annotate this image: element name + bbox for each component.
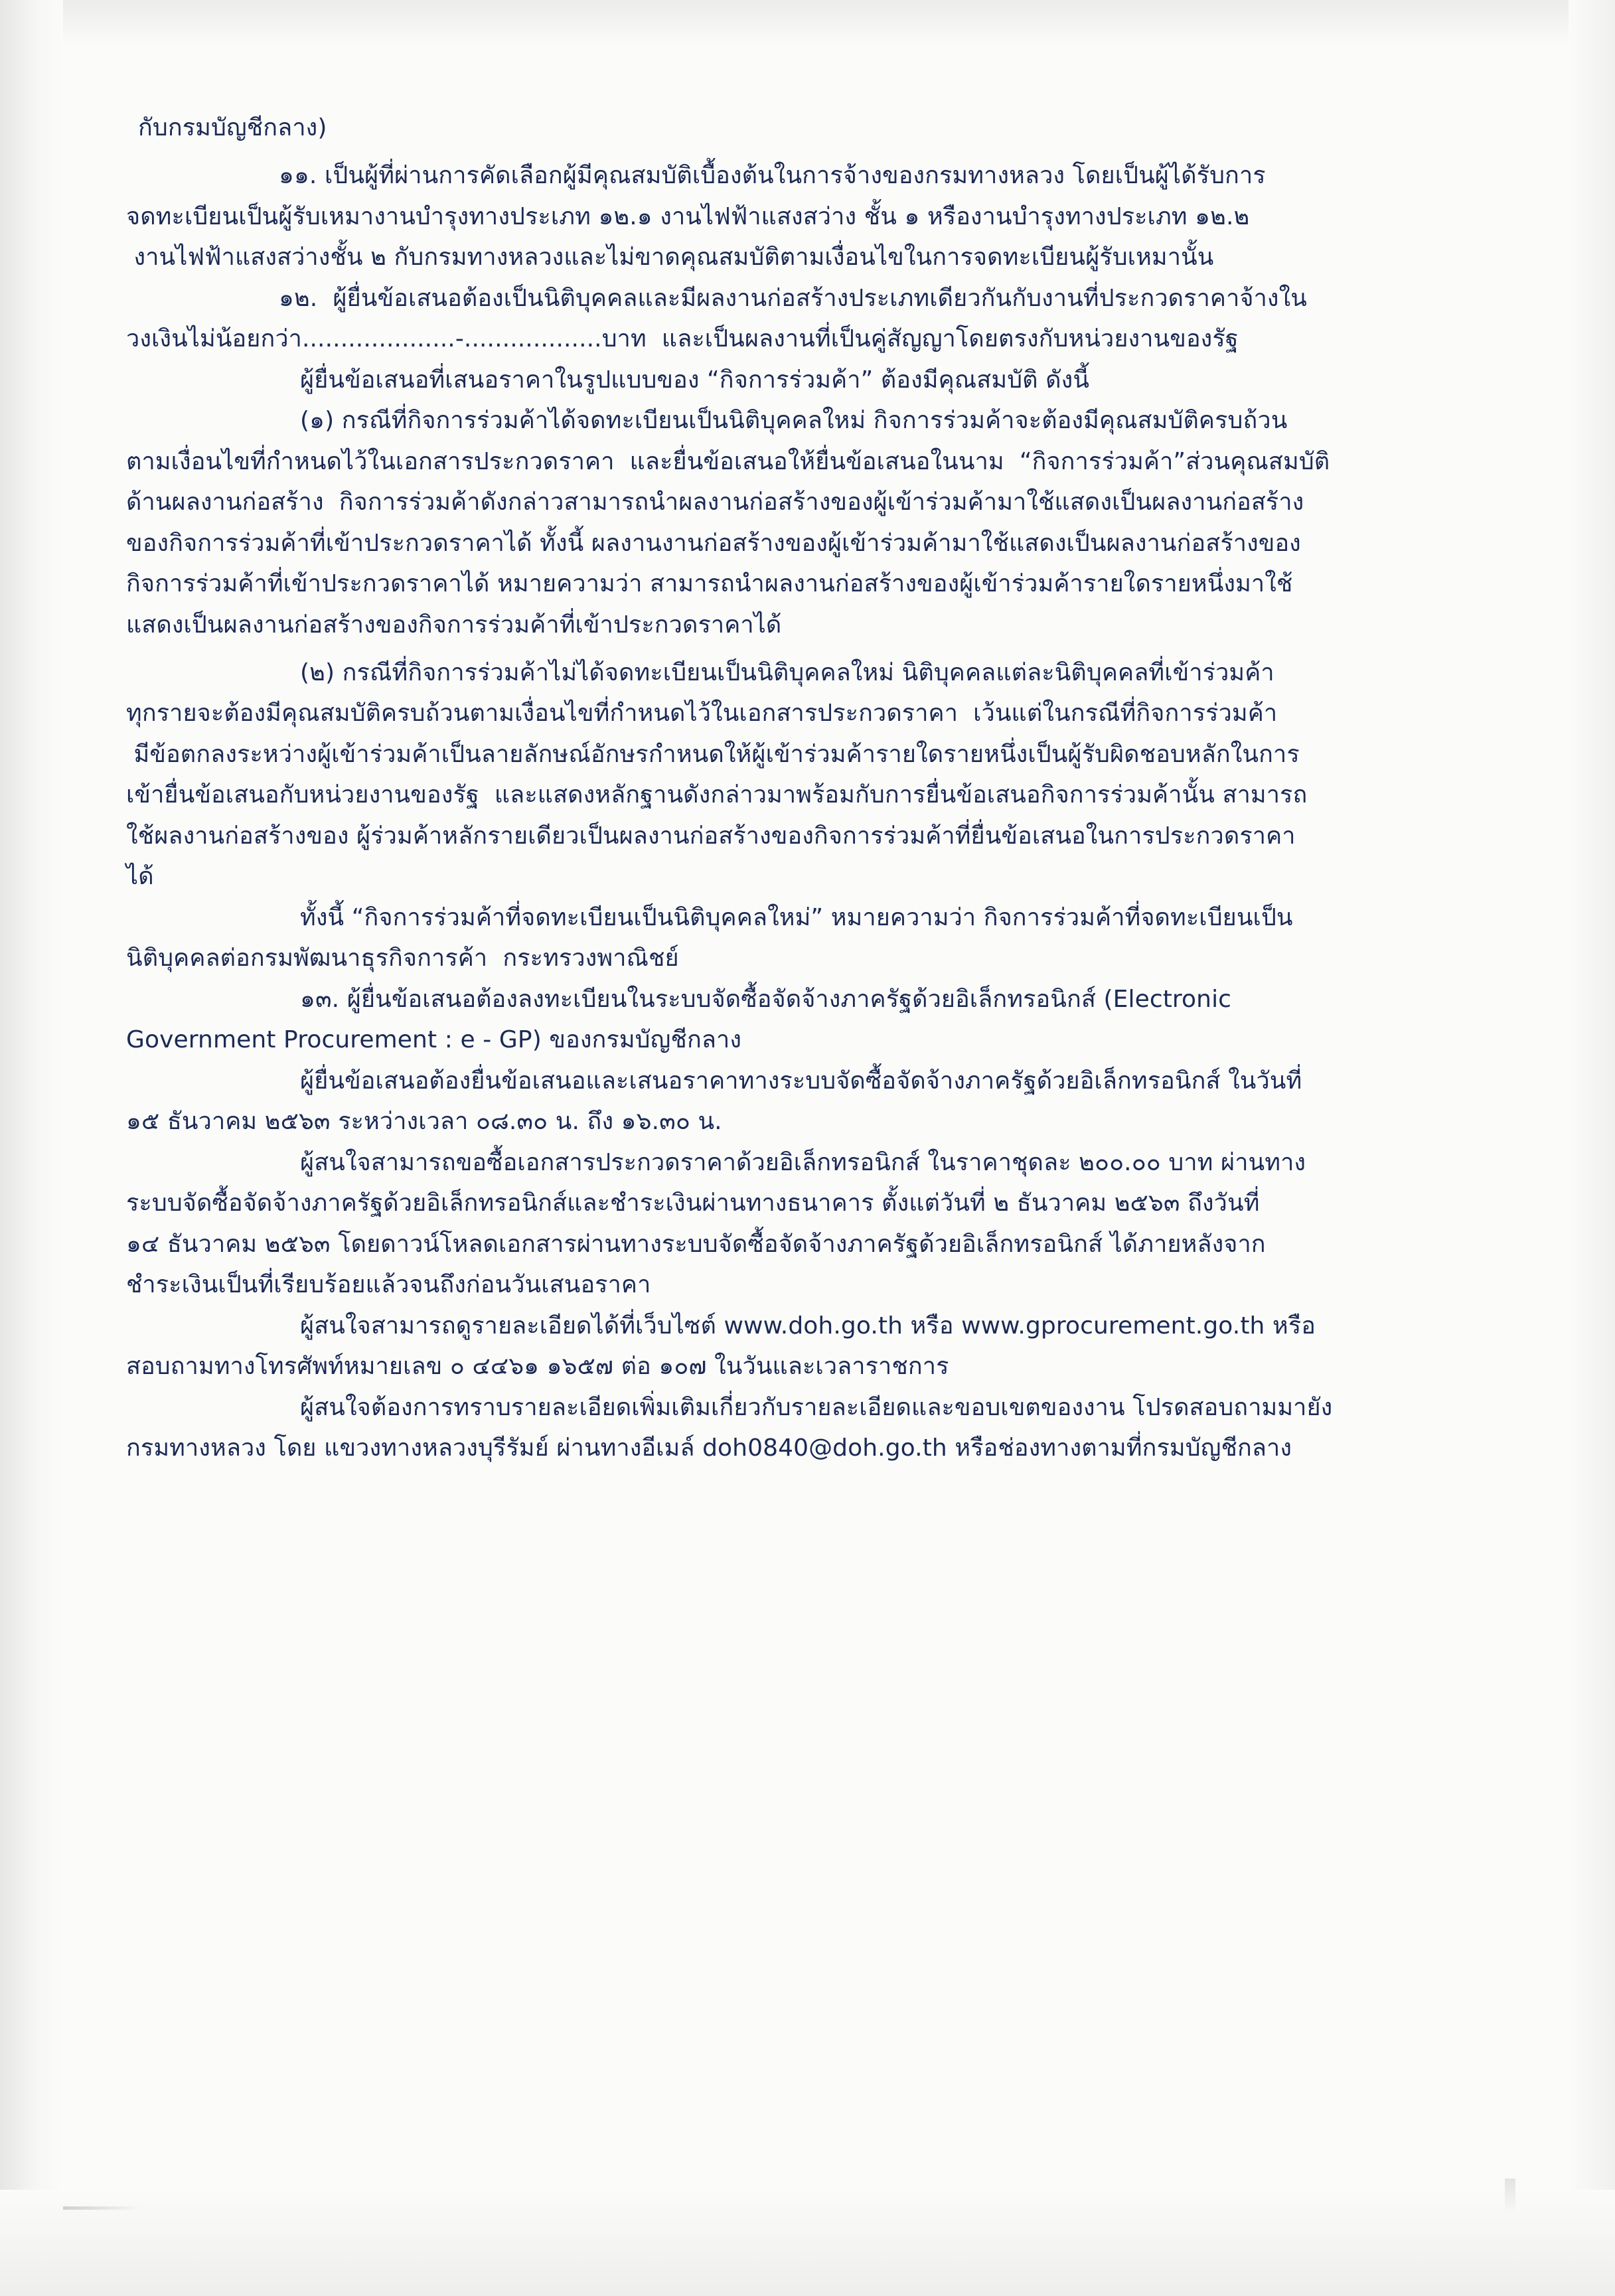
header-fragment: กับกรมบัญชีกลาง) (138, 114, 327, 141)
paragraph-line: ใช้ผลงานก่อสร้างของ ผู้ร่วมค้าหลักรายเดียวเป็นผลงานก่อสร้างของกิจการร่วมค้าที่ยื่นข้อเสนอในการประกวดราคา (126, 822, 1296, 850)
paragraph-submission-datetime (126, 1069, 1517, 1134)
paragraph-line: ทุกรายจะต้องมีคุณสมบัติครบถ้วนตามเงื่อนไขที่กำหนดไว้ในเอกสารประกวดราคา เว้นแต่ในกรณีที่กิจการร่วมค้า (126, 700, 1278, 727)
scan-shading-left (0, 0, 63, 2296)
paragraph-line: ของกิจการร่วมค้าที่เข้าประกวดราคาได้ ทั้งนี้ ผลงานงานก่อสร้างของผู้เข้าร่วมค้ามาใช้แสดงเป็นผลงานก่อสร้างของ (126, 529, 1301, 557)
paragraph-line: วงเงินไม่น้อยกว่า....................-..................บาท และเป็นผลงานที่เป็นคู่สัญญาโดยตรงกับหน่วยงานของรัฐ (126, 325, 1239, 352)
paragraph-line: จดทะเบียนเป็นผู้รับเหมางานบำรุงทางประเภท ๑๒.๑ งานไฟฟ้าแสงสว่าง ชั้น ๑ หรืองานบำรุงทางประเภท ๑๒.๒ (126, 202, 1250, 230)
paragraph-line: นิติบุคคลต่อกรมพัฒนาธุรกิจการค้า กระทรวงพาณิชย์ (126, 945, 679, 972)
paragraph-line: ด้านผลงานก่อสร้าง กิจการร่วมค้าดังกล่าวสามารถนำผลงานก่อสร้างของผู้เข้าร่วมค้ามาใช้แสดงเป็นผลงานก่อสร้าง (126, 489, 1304, 516)
paragraph-line: ๑๓. ผู้ยื่นข้อเสนอต้องลงทะเบียนในระบบจัดซื้อจัดจ้างภาครัฐด้วยอิเล็กทรอนิกส์ (Electronic (300, 985, 1232, 1013)
paragraph-line: ตามเงื่อนไขที่กำหนดไว้ในเอกสารประกวดราคา และยื่นข้อเสนอให้ยื่นข้อเสนอในนาม “กิจการร่วมค้า”ส่วนคุณสมบัติ (126, 447, 1330, 475)
paragraph-line: แสดงเป็นผลงานก่อสร้างของกิจการร่วมค้าที่เข้าประกวดราคาได้ (126, 611, 782, 639)
scan-shading-right (1569, 0, 1615, 2296)
paragraph-line: ผู้ยื่นข้อเสนอที่เสนอราคาในรูปแบบของ “กิจการร่วมค้า” ต้องมีคุณสมบัติ ดังนี้ (300, 366, 1090, 394)
paragraph-line: ผู้สนใจสามารถขอซื้อเอกสารประกวดราคาด้วยอิเล็กทรอนิกส์ ในราคาชุดละ ๒๐๐.๐๐ บาท ผ่านทาง (300, 1148, 1306, 1176)
paragraph-clause-11 (126, 164, 1517, 269)
paragraph-jv-intro (126, 368, 1517, 392)
paragraph-line: งานไฟฟ้าแสงสว่างชั้น ๒ กับกรมทางหลวงและไม่ขาดคุณสมบัติตามเงื่อนไขในการจดทะเบียนผู้รับเหมานั้น (126, 244, 1214, 271)
paragraph-line: (๑) กรณีที่กิจการร่วมค้าได้จดทะเบียนเป็นนิติบุคคลใหม่ กิจการร่วมค้าจะต้องมีคุณสมบัติครบถ้วน (300, 407, 1288, 434)
paragraph-line: ผู้สนใจสามารถดูรายละเอียดได้ที่เว็บไซต์ www.doh.go.th หรือ www.gprocurement.go.th หรือ (300, 1312, 1316, 1339)
scan-artifact-left (63, 2206, 143, 2210)
paragraph-jv-case-2 (126, 658, 1517, 890)
paragraph-line: ๑๕ ธันวาคม ๒๕๖๓ ระหว่างเวลา ๐๘.๓๐ น. ถึง ๑๖.๓๐ น. (126, 1108, 722, 1135)
paragraph-line: กิจการร่วมค้าที่เข้าประกวดราคาได้ หมายความว่า สามารถนำผลงานก่อสร้างของผู้เข้าร่วมค้ารายใดรายหนึ่งมาใช้ (126, 570, 1293, 597)
scan-shading-bottom (0, 2190, 1615, 2296)
paragraph-line: ทั้งนี้ “กิจการร่วมค้าที่จดทะเบียนเป็นนิติบุคคลใหม่” หมายความว่า กิจการร่วมค้าที่จดทะเบียนเป็น (300, 903, 1293, 931)
paragraph-jv-definition (126, 903, 1517, 972)
paragraph-line: ๑๔ ธันวาคม ๒๕๖๓ โดยดาวน์โหลดเอกสารผ่านทางระบบจัดซื้อจัดจ้างภาครัฐด้วยอิเล็กทรอนิกส์ ได้ภายหลังจาก (126, 1230, 1266, 1258)
paragraph-line: Government Procurement : e - GP) ของกรมบัญชีกลาง (126, 1026, 741, 1053)
scan-shading-top (0, 0, 1615, 46)
paragraph-line: ๑๑. เป็นผู้ที่ผ่านการคัดเลือกผู้มีคุณสมบัติเบื้องต้นในการจ้างของกรมทางหลวง โดยเป็นผู้ได้รับการ (279, 162, 1266, 189)
paragraph-line: ชำระเงินเป็นที่เรียบร้อยแล้วจนถึงก่อนวันเสนอราคา (126, 1271, 651, 1298)
paragraph-line: กรมทางหลวง โดย แขวงทางหลวงบุรีรัมย์ ผ่านทางอีเมล์ doh0840@doh.go.th หรือช่องทางตามที่กรมบัญชีกลาง (126, 1434, 1292, 1462)
paragraph-jv-case-1 (126, 409, 1517, 637)
paragraph-clause-13 (126, 985, 1517, 1053)
paragraph-line: สอบถามทางโทรศัพท์หมายเลข ๐ ๔๔๖๑ ๑๖๕๗ ต่อ ๑๐๗ ในวันและเวลาราชการ (126, 1353, 949, 1380)
paragraph-line: มีข้อตกลงระหว่างผู้เข้าร่วมค้าเป็นลายลักษณ์อักษรกำหนดให้ผู้เข้าร่วมค้ารายใดรายหนึ่งเป็นผู้รับผิดชอบหลักในการ (126, 740, 1300, 768)
paragraph-document-purchase (126, 1148, 1517, 1298)
paragraph-line: เข้ายื่นข้อเสนอกับหน่วยงานของรัฐ และแสดงหลักฐานดังกล่าวมาพร้อมกับการยื่นข้อเสนอกิจการร่วมค้านั้น สามารถ (126, 781, 1308, 808)
paragraph-line: ผู้ยื่นข้อเสนอต้องยื่นข้อเสนอและเสนอราคาทางระบบจัดซื้อจัดจ้างภาครัฐด้วยอิเล็กทรอนิกส์ ในวันที่ (300, 1067, 1302, 1095)
paragraph-clause-12 (126, 284, 1517, 352)
paragraph-line: ผู้สนใจต้องการทราบรายละเอียดเพิ่มเติมเกี่ยวกับรายละเอียดและขอบเขตของงาน โปรดสอบถามมายัง (300, 1393, 1333, 1421)
document-body (126, 116, 1517, 1478)
paragraph-line: ระบบจัดซื้อจัดจ้างภาครัฐด้วยอิเล็กทรอนิกส์และชำระเงินผ่านทางธนาคาร ตั้งแต่วันที่ ๒ ธันวาคม ๒๕๖๓ ถึงวันที่ (126, 1189, 1260, 1217)
paragraph-contact-email (126, 1393, 1517, 1462)
scan-artifact-right (1505, 2179, 1515, 2213)
paragraph-line: ได้ (126, 863, 154, 890)
paragraph-line: ๑๒. ผู้ยื่นข้อเสนอต้องเป็นนิติบุคคลและมีผลงานก่อสร้างประเภทเดียวกันกับงานที่ประกวดราคาจ้างใน (279, 284, 1307, 312)
paragraph-contact-websites (126, 1314, 1517, 1379)
paragraph-line: (๒) กรณีที่กิจการร่วมค้าไม่ได้จดทะเบียนเป็นนิติบุคคลใหม่ นิติบุคคลแต่ละนิติบุคคลที่เข้าร่วมค้า (300, 658, 1274, 686)
